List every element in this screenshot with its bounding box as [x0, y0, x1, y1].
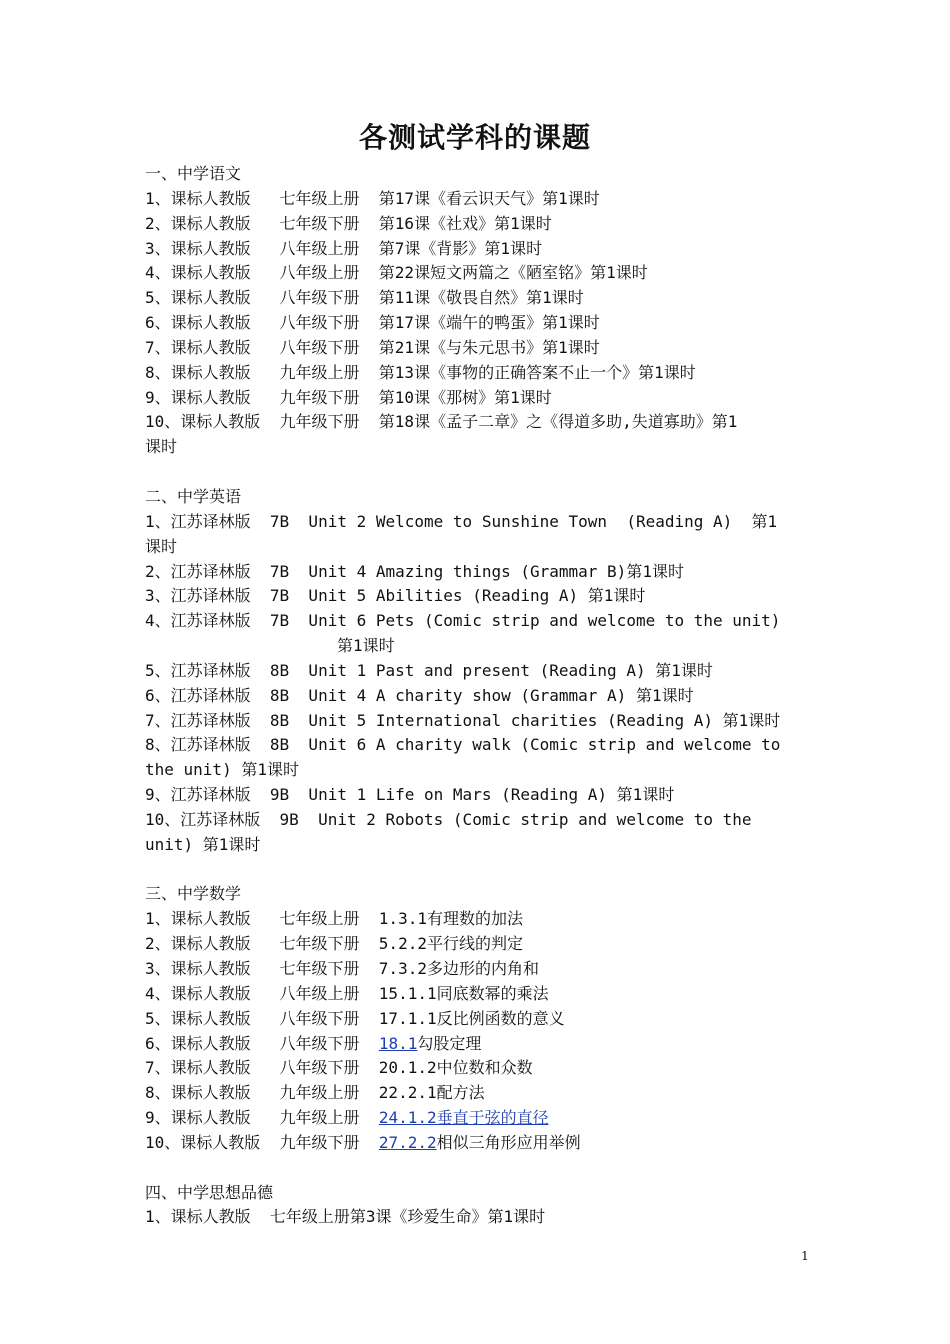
list-item: 2、课标人教版 七年级下册 第16课《社戏》第1课时 [145, 213, 552, 233]
list-item: 8、江苏译林版 8B Unit 6 A charity walk (Comic strip and welcome to [145, 735, 781, 755]
section-heading-math: 三、中学数学 [145, 884, 242, 904]
list-item: 4、江苏译林版 7B Unit 6 Pets (Comic strip and welcome to the unit) [145, 611, 781, 631]
lesson-link[interactable]: 18.1 [378, 1033, 418, 1053]
list-item: 3、课标人教版 七年级下册 7.3.2多边形的内角和 [145, 959, 539, 978]
list-item-prefix: 10、课标人教版 九年级下册 [145, 1132, 379, 1152]
list-item: 10、江苏译林版 9B Unit 2 Robots (Comic strip and welcome to the [145, 809, 752, 829]
list-item: 9、课标人教版 九年级下册 第10课《那树》第1课时 [145, 387, 552, 407]
list-item: 7、课标人教版 八年级下册 第21课《与朱元思书》第1课时 [145, 337, 600, 357]
spacer [145, 1156, 807, 1181]
section-heading-english: 二、中学英语 [145, 486, 242, 506]
list-item: 4、课标人教版 八年级上册 15.1.1同底数幂的乘法 [145, 983, 549, 1003]
list-item: 5、课标人教版 八年级下册 17.1.1反比例函数的意义 [145, 1008, 565, 1028]
list-item-suffix: 相似三角形应用举例 [436, 1132, 581, 1152]
list-item: 7、课标人教版 八年级下册 20.1.2中位数和众数 [145, 1058, 533, 1078]
list-item: 4、课标人教版 八年级上册 第22课短文两篇之《陋室铭》第1课时 [145, 263, 648, 283]
section-heading-moral: 四、中学思想品德 [145, 1182, 274, 1202]
list-item-continuation: 课时 [145, 437, 178, 457]
list-item: 2、江苏译林版 7B Unit 4 Amazing things (Grammar B)第1课时 [145, 561, 684, 581]
list-item [145, 1106, 807, 1131]
page-title: 各测试学科的课题 [358, 121, 591, 154]
spacer [145, 460, 807, 485]
list-item: 1、课标人教版 七年级上册第3课《珍爱生命》第1课时 [145, 1207, 546, 1227]
section-heading-chinese: 一、中学语文 [145, 164, 242, 183]
list-item: 10、课标人教版 九年级下册 第18课《孟子二章》之《得道多助,失道寡助》第1 [145, 412, 738, 432]
document-body [145, 162, 807, 1230]
list-item: 7、江苏译林版 8B Unit 5 International charities (Reading A) 第1课时 [145, 710, 781, 730]
list-item: 3、江苏译林版 7B Unit 5 Abilities (Reading A) 第1课时 [145, 586, 646, 606]
list-item: 6、课标人教版 八年级下册 第17课《端午的鸭蛋》第1课时 [145, 313, 600, 333]
list-item: 1、课标人教版 七年级上册 第17课《看云识天气》第1课时 [145, 188, 600, 208]
list-item: 1、江苏译林版 7B Unit 2 Welcome to Sunshine Town (Reading A) 第1 [145, 511, 778, 531]
list-item-prefix: 9、课标人教版 九年级上册 [145, 1108, 379, 1128]
list-item-prefix: 6、课标人教版 八年级下册 [145, 1033, 379, 1053]
list-item: 9、江苏译林版 9B Unit 1 Life on Mars (Reading A) 第1课时 [145, 785, 675, 805]
list-item: 2、课标人教版 七年级下册 5.2.2平行线的判定 [145, 934, 523, 954]
list-item: 5、江苏译林版 8B Unit 1 Past and present (Reading A) 第1课时 [145, 660, 713, 680]
list-item [145, 1131, 807, 1156]
page-number: 1 [801, 1249, 809, 1263]
list-item-continuation: 第1课时 [337, 636, 395, 656]
list-item-suffix: 勾股定理 [417, 1033, 482, 1053]
list-item-continuation: 课时 [145, 536, 178, 556]
list-item: 8、课标人教版 九年级上册 22.2.1配方法 [145, 1083, 485, 1103]
list-item: 6、江苏译林版 8B Unit 4 A charity show (Grammar A) 第1课时 [145, 685, 694, 705]
lesson-link[interactable]: 24.1.2垂直于弦的直径 [378, 1108, 549, 1128]
list-item: 1、课标人教版 七年级上册 1.3.1有理数的加法 [145, 909, 523, 929]
list-item-continuation: unit) 第1课时 [145, 834, 261, 854]
list-item-continuation: the unit) 第1课时 [145, 760, 299, 780]
spacer [145, 858, 807, 883]
list-item: 8、课标人教版 九年级上册 第13课《事物的正确答案不止一个》第1课时 [145, 362, 696, 382]
lesson-link[interactable]: 27.2.2 [378, 1132, 437, 1152]
list-item [145, 1032, 807, 1057]
list-item: 5、课标人教版 八年级下册 第11课《敬畏自然》第1课时 [145, 288, 584, 308]
list-item: 3、课标人教版 八年级上册 第7课《背影》第1课时 [145, 238, 543, 258]
